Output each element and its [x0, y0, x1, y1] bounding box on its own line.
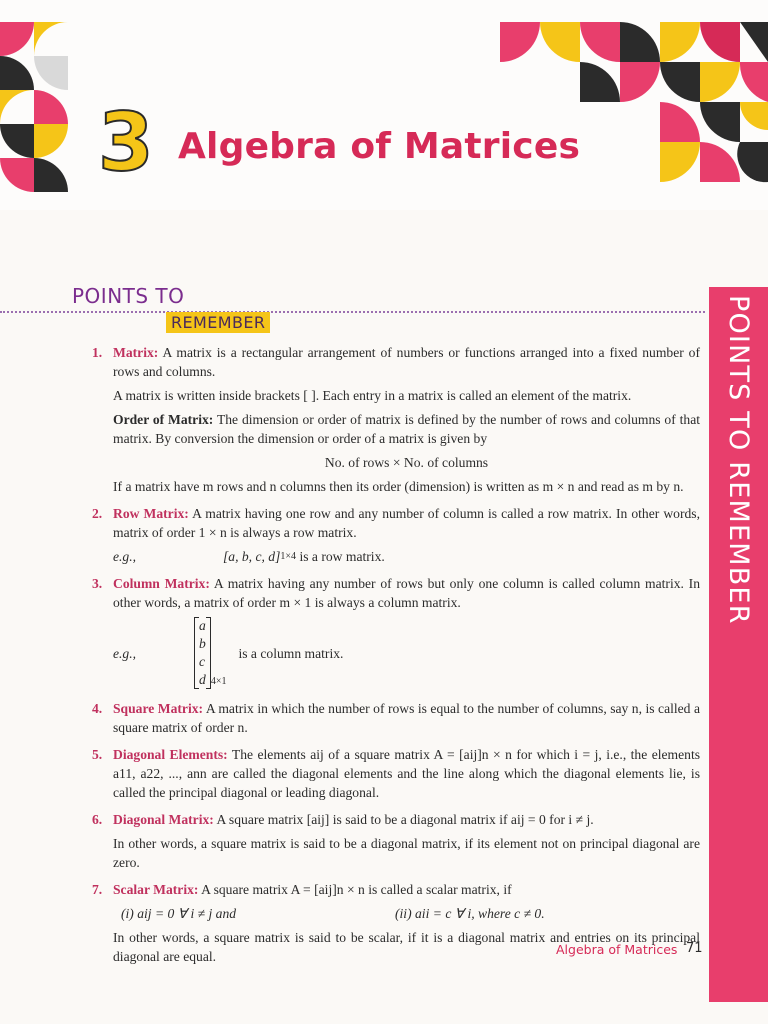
conditions-row: [113, 904, 700, 923]
chapter-banner: [0, 0, 768, 210]
point-text: [113, 574, 700, 612]
point-term: Diagonal Elements:: [113, 747, 228, 762]
point-number: 2.: [92, 506, 103, 521]
point-text: [113, 504, 700, 542]
section-subtitle-highlight: REMEMBER: [166, 312, 270, 333]
subterm: Order of Matrix:: [113, 412, 214, 427]
point-text: [113, 810, 700, 829]
side-tab-label: POINTS TO REMEMBER: [723, 295, 754, 625]
paragraph: A matrix is written inside brackets [ ]. Each entry in a matrix is called an element of the matrix.: [113, 388, 632, 403]
point-number: 3.: [92, 576, 103, 591]
matrix-entry: d: [199, 672, 206, 687]
point-number: 1.: [92, 345, 103, 360]
point-body: The elements aij of a square matrix A = [aij]n × n for which i = j, i.e., the elements a11, a22, ..., ann are called the diagonal elements and the line along which the diagonal elements lie, is called the principal diagonal or leading diagonal.: [113, 747, 701, 800]
example-row: [113, 547, 700, 566]
formula: No. of rows × No. of columns: [324, 455, 489, 470]
point-matrix: [92, 343, 700, 496]
paragraph: In other words, a square matrix is said to be scalar, if it is a diagonal matrix and entries on its principal diagonal are equal.: [113, 930, 700, 964]
point-term: Row Matrix:: [113, 506, 189, 521]
point-diagonal-elements: [92, 745, 700, 802]
column-matrix: [194, 617, 211, 689]
example-tail: is a row matrix.: [299, 549, 385, 564]
subterm-body: The dimension or order of matrix is defined by the number of rows and columns of that matrix. By conversion the dimension or order of a matrix is given by: [113, 412, 701, 446]
point-body: A matrix having one row and any number of column is called a row matrix. In other words, matrix of order 1 × n is always a row matrix.: [113, 506, 700, 540]
point-text: [113, 745, 700, 802]
point-text: [113, 699, 700, 737]
page-number: 71: [686, 941, 703, 956]
point-term: Diagonal Matrix:: [113, 812, 214, 827]
left-decoration: [0, 0, 70, 205]
point-number: 6.: [92, 812, 103, 827]
point-text: [113, 343, 700, 381]
paragraph: If a matrix have m rows and n columns then its order (dimension) is written as m × n and read as m by n.: [113, 479, 684, 494]
point-term: Column Matrix:: [113, 576, 210, 591]
point-text: [113, 880, 700, 899]
chapter-number: 3: [98, 96, 154, 189]
matrix-entry: c: [199, 654, 206, 669]
point-body: A matrix in which the number of rows is equal to the number of columns, say n, is called a square matrix of order n.: [113, 701, 700, 735]
right-decoration: [500, 0, 768, 205]
condition-2: (ii) aii = c ∀ i, where c ≠ 0.: [395, 906, 545, 921]
example-tail: is a column matrix.: [238, 645, 344, 661]
point-column-matrix: [92, 574, 700, 689]
column-matrix-example: [113, 617, 700, 689]
point-square-matrix: [92, 699, 700, 737]
point-number: 7.: [92, 882, 103, 897]
point-number: 4.: [92, 701, 103, 716]
point-term: Square Matrix:: [113, 701, 204, 716]
running-footer-title: Algebra of Matrices: [556, 942, 678, 957]
example-subscript: 1×4: [280, 551, 297, 562]
dotted-divider: [0, 311, 705, 313]
point-body: A square matrix A = [aij]n × n is called a scalar matrix, if: [201, 882, 512, 897]
point-row-matrix: [92, 504, 700, 566]
points-list: [92, 343, 700, 974]
point-term: Matrix:: [113, 345, 159, 360]
point-body: A matrix is a rectangular arrangement of numbers or functions arranged into a fixed number of rows and columns.: [113, 345, 700, 379]
example-label: e.g.,: [113, 645, 137, 661]
example-label: e.g.,: [113, 549, 137, 564]
paragraph: [113, 410, 700, 448]
point-body: A matrix having any number of rows but only one column is called column matrix. In other words, a matrix of order m × 1 is always a column matrix.: [113, 576, 700, 610]
example-math: [a, b, c, d]: [223, 549, 281, 564]
matrix-entry: b: [199, 636, 206, 651]
condition-1: (i) aij = 0 ∀ i ≠ j and: [121, 906, 237, 921]
point-diagonal-matrix: [92, 810, 700, 872]
point-number: 5.: [92, 747, 103, 762]
matrix-order-subscript: 4×1: [210, 676, 227, 687]
chapter-title: Algebra of Matrices: [178, 126, 581, 167]
matrix-entry: a: [199, 618, 206, 633]
section-title: POINTS TO: [72, 284, 185, 308]
point-body: A square matrix [aij] is said to be a diagonal matrix if aij = 0 for i ≠ j.: [216, 812, 594, 827]
paragraph: In other words, a square matrix is said to be a diagonal matrix, if its element not on principal diagonal are zero.: [113, 836, 700, 870]
point-term: Scalar Matrix:: [113, 882, 199, 897]
